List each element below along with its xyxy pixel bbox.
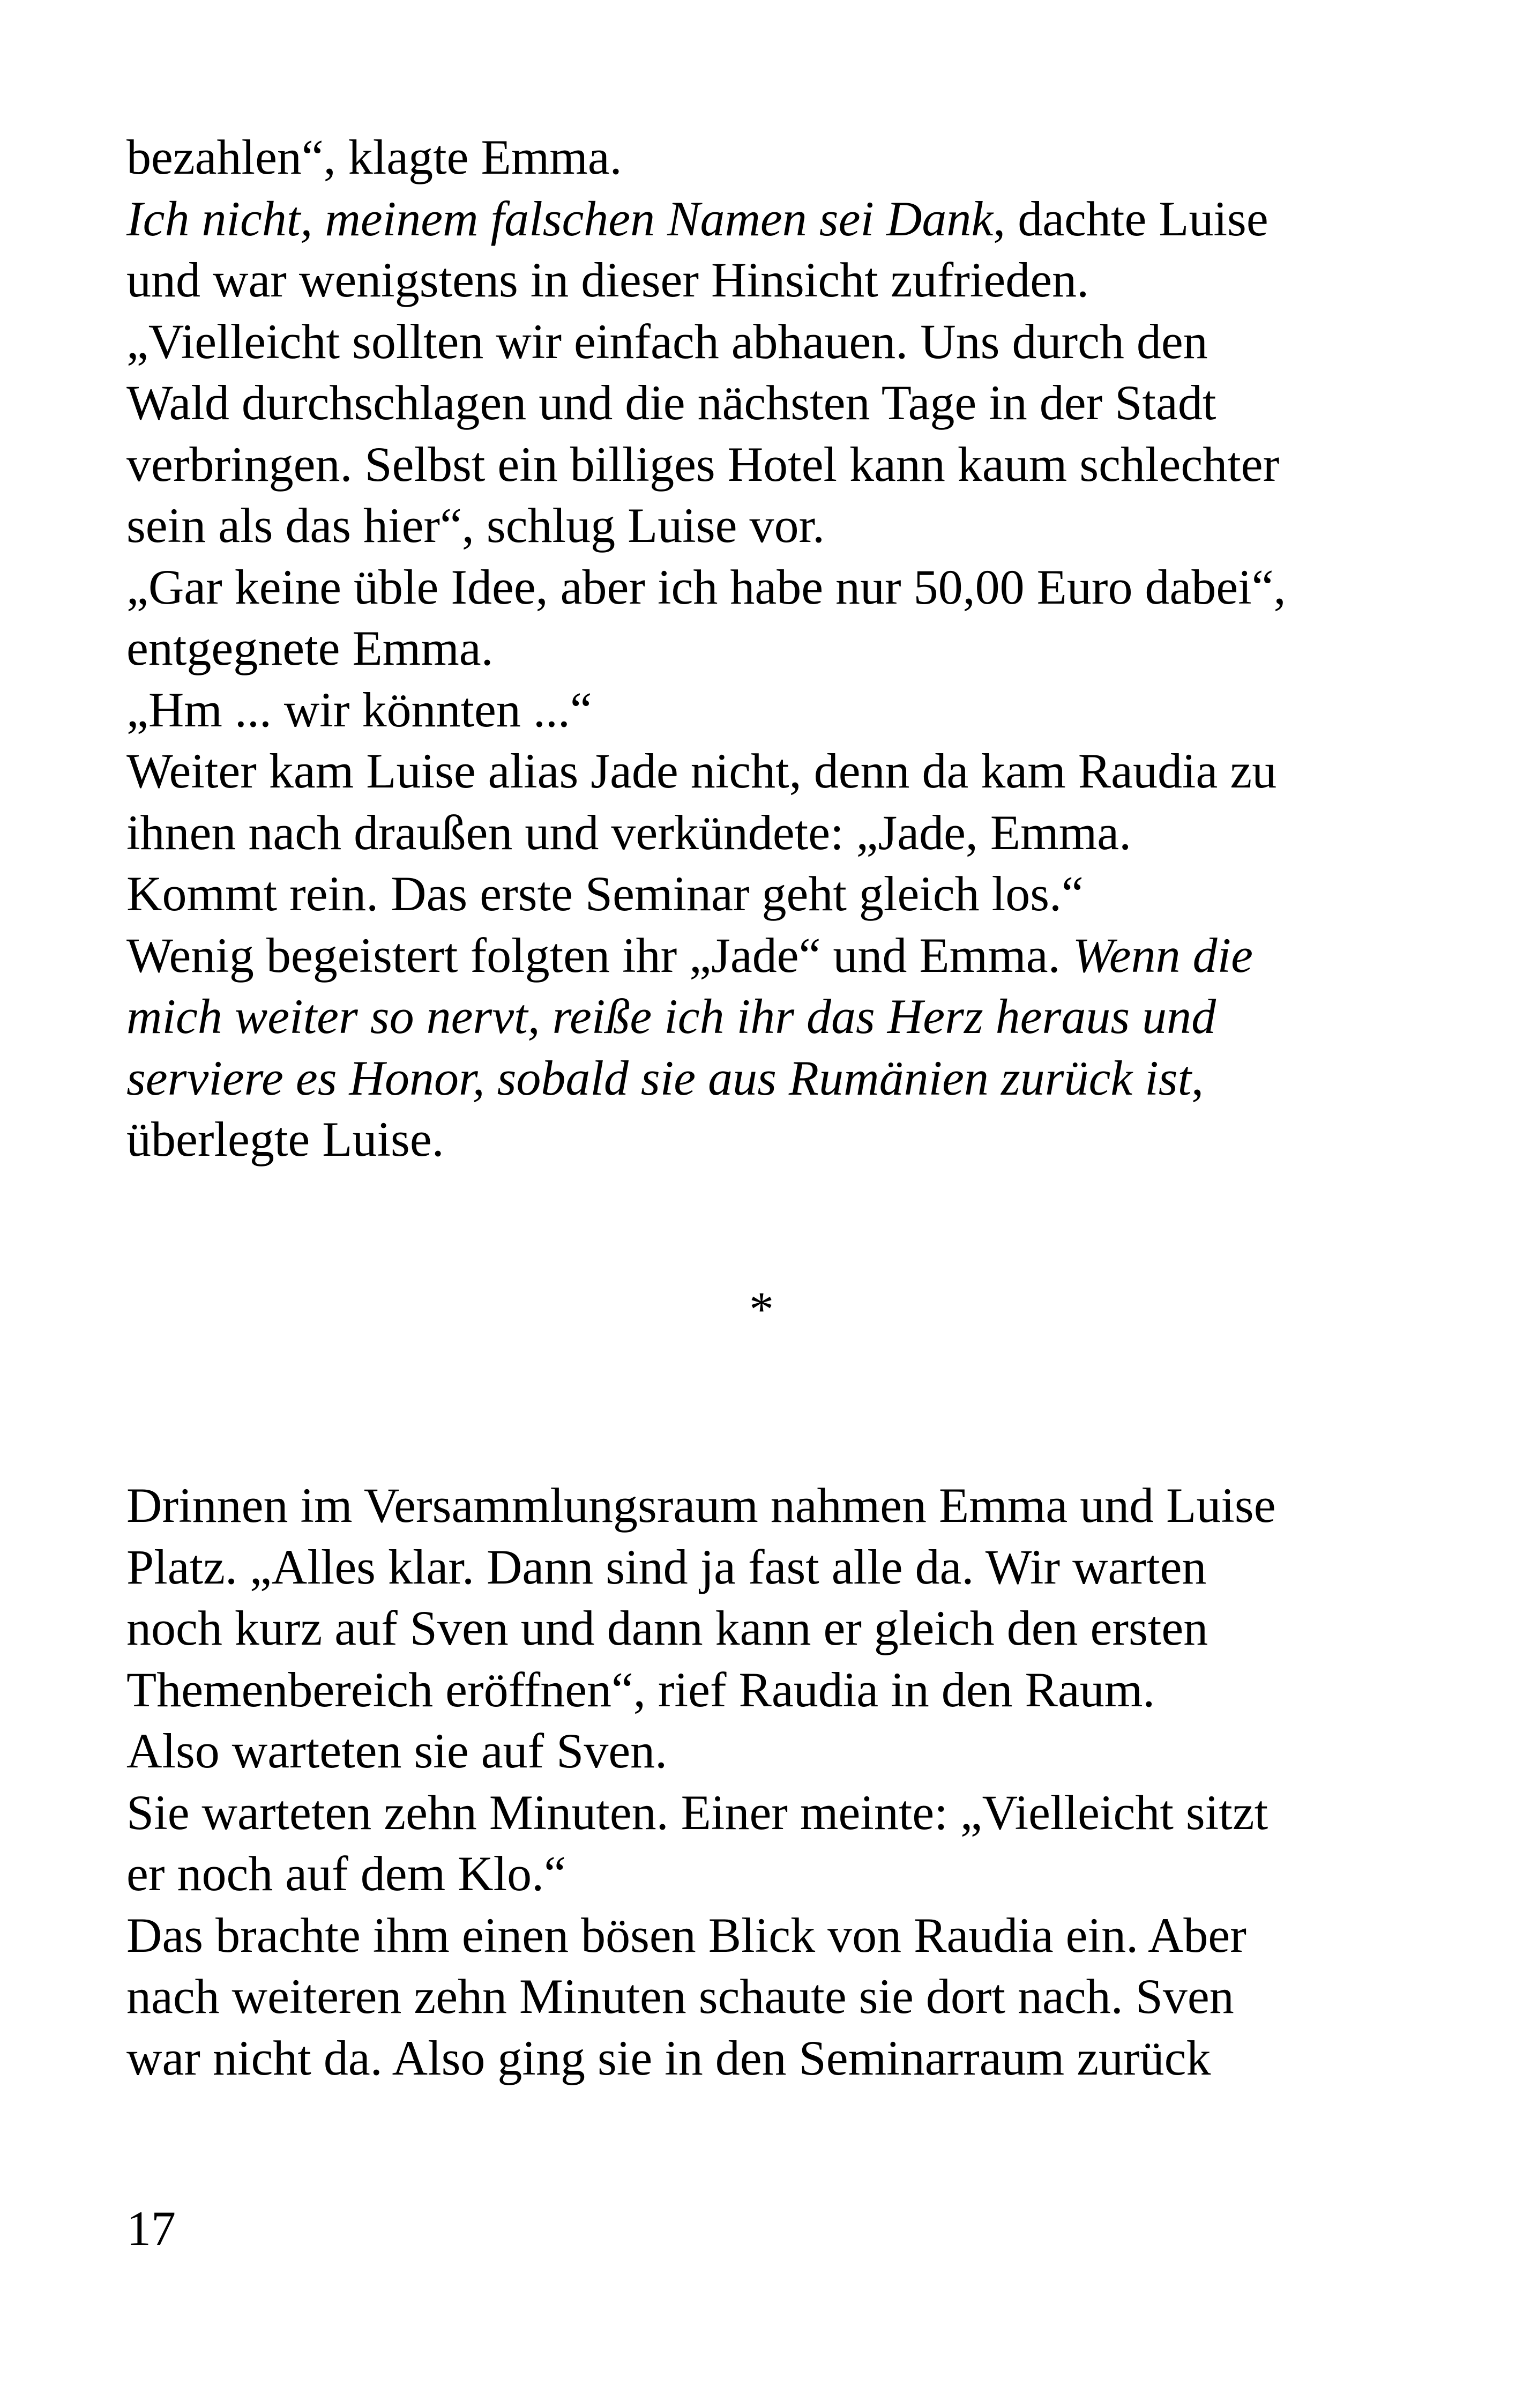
- text-line: [126, 2027, 1423, 2089]
- text-segment: , dachte Luise: [993, 191, 1268, 246]
- text-line: [126, 1475, 1423, 1536]
- text-segment: Kommt rein. Das erste Seminar geht gleich los.“: [126, 866, 1084, 921]
- text-line: [126, 495, 1423, 556]
- text-segment: und war wenigstens in dieser Hinsicht zufrieden.: [126, 252, 1089, 307]
- text-segment: Platz. „Alles klar. Dann sind ja fast alle da. Wir warten: [126, 1539, 1207, 1594]
- text-segment: „Vielleicht sollten wir einfach abhauen. Uns durch den: [126, 314, 1208, 369]
- italic-text-segment: Ich nicht, meinem falschen Namen sei Dank: [126, 191, 994, 246]
- section-separator: *: [749, 1282, 774, 1336]
- text-segment: ,: [1191, 1050, 1204, 1105]
- text-line: [126, 740, 1423, 802]
- text-segment: „Gar keine üble Idee, aber ich habe nur 50,00 Euro dabei“,: [126, 559, 1286, 614]
- text-line: [126, 1597, 1423, 1659]
- text-line: [126, 1109, 1423, 1170]
- text-line: [126, 1905, 1423, 1966]
- text-segment: noch kurz auf Sven und dann kann er gleich den ersten: [126, 1601, 1208, 1655]
- body-text-bottom: [126, 1475, 1423, 2089]
- text-line: [126, 679, 1423, 741]
- text-segment: Das brachte ihm einen bösen Blick von Raudia ein. Aber: [126, 1907, 1246, 1963]
- text-segment: entgegnete Emma.: [126, 621, 494, 675]
- text-segment: überlegte Luise.: [126, 1112, 444, 1166]
- text-line: [126, 434, 1423, 495]
- text-line: [126, 802, 1423, 864]
- text-line: [126, 618, 1423, 679]
- text-segment: Wenig begeistert folgten ihr „Jade“ und Emma.: [126, 927, 1073, 983]
- text-segment: war nicht da. Also ging sie in den Seminarraum zurück: [126, 2030, 1211, 2085]
- text-segment: er noch auf dem Klo.“: [126, 1846, 566, 1901]
- text-segment: Also warteten sie auf Sven.: [126, 1723, 668, 1778]
- text-line: [126, 372, 1423, 434]
- text-line: [126, 863, 1423, 925]
- text-segment: Themenbereich eröffnen“, rief Raudia in den Raum.: [126, 1662, 1155, 1717]
- text-segment: Sie warteten zehn Minuten. Einer meinte: „Vielleicht sitzt: [126, 1785, 1268, 1840]
- text-segment: nach weiteren zehn Minuten schaute sie dort nach. Sven: [126, 1969, 1234, 2024]
- text-line: [126, 1843, 1423, 1905]
- text-line: [126, 311, 1423, 373]
- page-number: 17: [126, 2201, 176, 2256]
- text-line: [126, 1536, 1423, 1598]
- text-line: [126, 986, 1423, 1047]
- text-line: [126, 556, 1423, 618]
- text-line: [126, 1966, 1423, 2027]
- text-segment: verbringen. Selbst ein billiges Hotel kann kaum schlechter: [126, 436, 1280, 492]
- text-line: [126, 1782, 1423, 1844]
- text-line: [126, 1047, 1423, 1109]
- text-segment: Weiter kam Luise alias Jade nicht, denn da kam Raudia zu: [126, 744, 1277, 798]
- italic-text-segment: serviere es Honor, sobald sie aus Rumänien zurück ist: [126, 1050, 1192, 1105]
- text-line: [126, 188, 1423, 250]
- text-segment: Wald durchschlagen und die nächsten Tage in der Stadt: [126, 375, 1216, 430]
- italic-text-segment: mich weiter so nervt, reiße ich ihr das Herz heraus und: [126, 989, 1216, 1044]
- text-segment: bezahlen“, klagte Emma.: [126, 130, 622, 184]
- italic-text-segment: Wenn die: [1072, 927, 1253, 983]
- text-segment: ihnen nach draußen und verkündete: „Jade, Emma.: [126, 805, 1132, 860]
- text-line: [126, 925, 1423, 986]
- text-segment: sein als das hier“, schlug Luise vor.: [126, 498, 825, 553]
- text-line: [126, 1659, 1423, 1721]
- text-line: [126, 249, 1423, 311]
- text-segment: „Hm ... wir könnten ...“: [126, 682, 592, 737]
- text-line: [126, 1720, 1423, 1782]
- body-text-top: [126, 127, 1423, 1170]
- text-segment: Drinnen im Versammlungsraum nahmen Emma und Luise: [126, 1478, 1276, 1533]
- text-line: [126, 127, 1423, 188]
